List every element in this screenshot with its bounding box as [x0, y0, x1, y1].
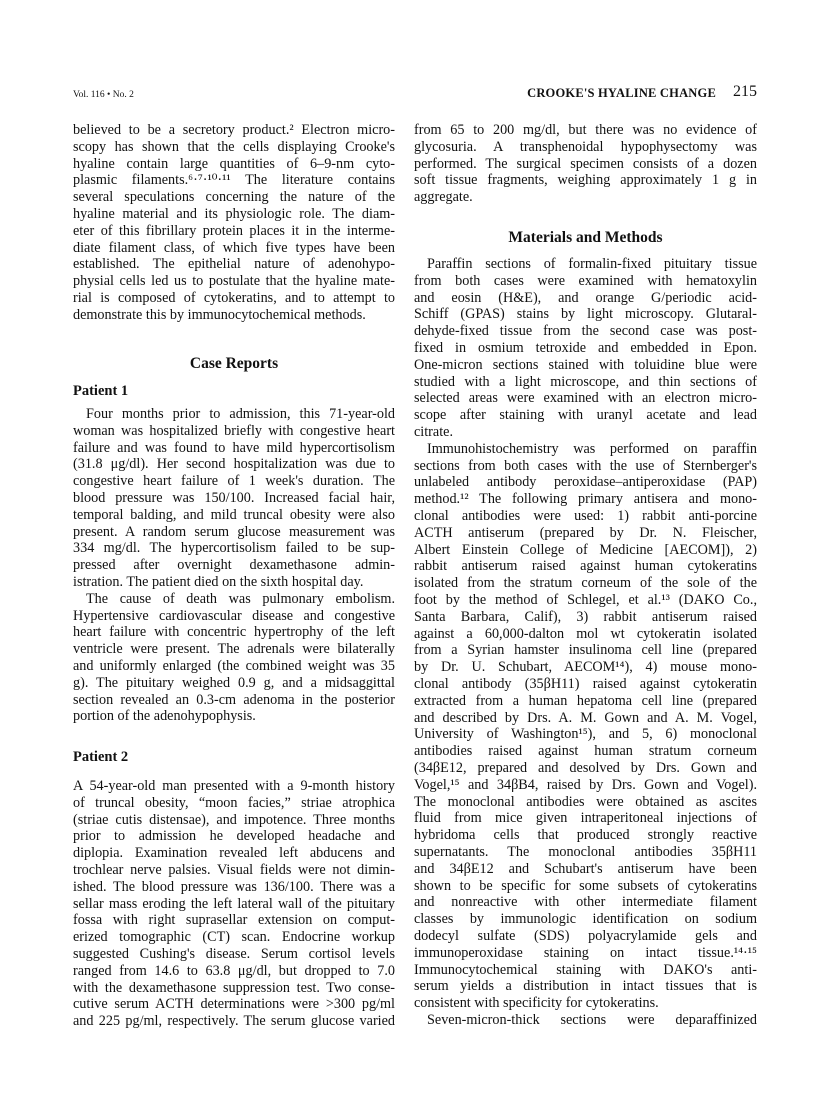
text-line: Albert Einstein College of Medicine [AECOM]), 2) — [414, 541, 757, 558]
text-line: antibodies raised against human stratum corneum — [414, 743, 757, 760]
text-line: g). The pituitary weighed 0.9 g, and a midsaggittal — [73, 674, 395, 691]
text-line: A 54-year-old man presented with a 9-month history — [73, 778, 395, 794]
patient1-heading: Patient 1 — [73, 383, 129, 399]
text-line: from both cases were examined with hematoxylin — [414, 272, 757, 289]
text-line: dodecyl sulfate (SDS) polyacrylamide gels and — [414, 927, 757, 944]
text-line: hyaline material and its physiologic role. The diam- — [73, 205, 395, 222]
methods-heading: Materials and Methods — [508, 229, 663, 246]
patient2-continuation — [414, 122, 757, 206]
text-line: believed to be a secretory product.² Electron micro- — [73, 122, 395, 138]
text-line: scope after staining with uranyl acetate and lead — [414, 407, 757, 424]
text-line: scopy has shown that the cells displaying Crooke's — [73, 138, 395, 155]
text-line: fossa with right suprasellar extension on comput- — [73, 912, 395, 929]
text-line: isolated from the stratum corneum of the sole of the — [414, 575, 757, 592]
methods-paragraph-2 — [414, 441, 757, 1012]
text-line: Immunohistochemistry was performed on paraffin — [427, 440, 757, 457]
patient2-paragraph — [73, 778, 395, 1030]
text-line: heart failure with concentric hypertrophy of the left — [73, 624, 395, 641]
text-line: dehyde-fixed tissue from the second case was post- — [414, 323, 757, 340]
text-line: The monoclonal antibodies were obtained as ascites — [414, 793, 757, 810]
text-line: extracted from a human hepatoma cell line (prepared — [414, 692, 757, 709]
text-line: and eosin (H&E), and orange G/periodic acid- — [414, 289, 757, 306]
text-line: rabbit antiserum raised against human cytokeratins — [414, 558, 757, 575]
text-line: portion of the adenohypophysis. — [73, 708, 256, 725]
running-title: CROOKE'S HYALINE CHANGE — [527, 86, 716, 100]
text-line: istration. The patient died on the sixth hospital day. — [73, 573, 364, 590]
text-line: temporal balding, and mild truncal obesity were also — [73, 506, 395, 523]
text-line: ranged from 14.6 to 63.8 μg/dl, but dropped to 7.0 — [73, 962, 395, 979]
page-number: 215 — [733, 83, 757, 100]
text-line: eter of this fibrillary protein places it in the interme- — [73, 222, 395, 239]
text-line: sections from both cases with the use of Sternberger's — [414, 457, 757, 474]
patient1-paragraph-2 — [73, 591, 395, 725]
text-line: classes by immunologic identification on sodium — [414, 911, 757, 928]
text-line: supernatants. The monoclonal antibodies 35βH11 — [414, 843, 757, 860]
methods-paragraph-3 — [414, 1012, 757, 1029]
text-line: several speculations concerning the nature of the — [73, 189, 395, 206]
intro-paragraph — [73, 122, 395, 324]
text-line: foot by the method of Schlegel, et al.¹³ (DAKO Co., — [414, 591, 757, 608]
text-line: hyaline contain large quantities of 6–9-nm cyto- — [73, 155, 395, 172]
text-line: clonal antibodies were used: 1) rabbit anti-porcine — [414, 507, 757, 524]
text-line: ished. The blood pressure was 136/100. There was a — [73, 878, 395, 895]
text-line: established. The epithelial nature of adenohypo- — [73, 256, 395, 273]
text-line: fluid from mice given intraperitoneal injections of — [414, 810, 757, 827]
journal-volume: Vol. 116 • No. 2 — [73, 90, 134, 100]
text-line: Paraffin sections of formalin-fixed pituitary tissue — [427, 256, 757, 272]
text-line: against a 60,000-dalton mol wt cytokeratin isolated — [414, 625, 757, 642]
text-line: One-micron sections stained with toluidine blue were — [414, 356, 757, 373]
patient1-paragraph-1 — [73, 406, 395, 591]
text-line: sellar mass eroding the left lateral wall of the pituitary — [73, 895, 395, 912]
text-line: and uniformly enlarged (the combined weight was 35 — [73, 657, 395, 674]
text-line: soft tissue fragments, weighing approximately 1 g in — [414, 172, 757, 189]
text-line: 334 mg/dl. The hypercortisolism failed to be sup- — [73, 540, 395, 557]
text-line: (34βE12, prepared and desolved by Drs. Gown and — [414, 759, 757, 776]
text-line: performed. The surgical specimen consists of a dozen — [414, 155, 757, 172]
text-line: section revealed an 0.3-cm adenoma in the posterior — [73, 691, 395, 708]
text-line: serum yields a distribution in intact tissues that is — [414, 978, 757, 995]
text-line: trochlear nerve palsies. Visual fields were not dimin- — [73, 861, 395, 878]
text-line: Hypertensive cardiovascular disease and congestive — [73, 607, 395, 624]
text-line: The cause of death was pulmonary embolism. — [86, 590, 395, 607]
text-line: and described by Drs. A. M. Gown and A. M. Vogel, — [414, 709, 757, 726]
text-line: rial is composed of cytokeratins, and to attempt to — [73, 289, 395, 306]
text-line: plasmic filaments.⁶·⁷·¹⁰·¹¹ The literature contains — [73, 172, 395, 189]
text-line: selected areas were examined with an electron micro- — [414, 390, 757, 407]
text-line: hybridoma cells that produced strongly reactive — [414, 827, 757, 844]
text-line: unlabeled antibody peroxidase–antiperoxidase (PAP) — [414, 474, 757, 491]
text-line: Immunocytochemical staining with DAKO's anti- — [414, 961, 757, 978]
text-line: shown to be specific for some subsets of cytokeratins — [414, 877, 757, 894]
text-line: ACTH antiserum (prepared by Dr. N. Fleischer, — [414, 524, 757, 541]
text-line: studied with a light microscope, and thin sections of — [414, 373, 757, 390]
text-line: (striae cutis distensae), and impotence. Three months — [73, 811, 395, 828]
text-line: pressed after overnight dexamethasone admin- — [73, 557, 395, 574]
text-line: method.¹² The following primary antisera and mono- — [414, 491, 757, 508]
text-line: blood pressure was 150/100. Increased facial hair, — [73, 489, 395, 506]
text-line: cutive serum ACTH determinations were >300 pg/ml — [73, 996, 395, 1013]
text-line: demonstrate this by immunocytochemical methods. — [73, 306, 366, 323]
text-line: present. A random serum glucose measurement was — [73, 523, 395, 540]
patient2-heading: Patient 2 — [73, 749, 129, 765]
text-line: and 225 pg/ml, respectively. The serum glucose varied — [73, 1013, 395, 1030]
text-line: (31.8 μg/dl). Her second hospitalization was due to — [73, 456, 395, 473]
text-line: failure and was found to have mild hypercortisolism — [73, 439, 395, 456]
text-line: fixed in osmium tetroxide and embedded in Epon. — [414, 339, 757, 356]
text-line: aggregate. — [414, 189, 473, 206]
text-line: Four months prior to admission, this 71-year-old — [86, 406, 395, 422]
text-line: Schiff (GPAS) stains by light microscopy. Glutaral- — [414, 306, 757, 323]
text-line: and 34βE12 and Schubart's antiserum have been — [414, 860, 757, 877]
text-line: Vogel,¹⁵ and 34βB4, raised by Drs. Gown and Vogel). — [414, 776, 757, 793]
text-line: prior to admission he developed headache and — [73, 828, 395, 845]
text-line: diplopia. Examination revealed left abducens and — [73, 845, 395, 862]
text-line: erized tomographic (CT) scan. Endocrine workup — [73, 929, 395, 946]
text-line: suggested Cushing's disease. Serum cortisol levels — [73, 945, 395, 962]
text-line: diate filament class, of which five types have been — [73, 239, 395, 256]
text-line: Seven-micron-thick sections were deparaffinized — [427, 1012, 757, 1028]
text-line: physial cells led us to postulate that the hyaline mate- — [73, 273, 395, 290]
text-line: University of Washington¹⁵), and 5, 6) monoclonal — [414, 726, 757, 743]
text-line: citrate. — [414, 423, 453, 440]
text-line: immunoperoxidase staining on intact tissue.¹⁴·¹⁵ — [414, 944, 757, 961]
text-line: woman was hospitalized briefly with congestive heart — [73, 422, 395, 439]
text-line: from a Syrian hamster insulinoma cell line (prepared — [414, 642, 757, 659]
text-line: and nonreactive with other intermediate filament — [414, 894, 757, 911]
text-line: from 65 to 200 mg/dl, but there was no evidence of — [414, 122, 757, 138]
text-line: of truncal obesity, “moon facies,” striae atrophica — [73, 794, 395, 811]
case-reports-heading: Case Reports — [189, 355, 279, 372]
text-line: clonal antibody (35βH11) raised against cytokeratin — [414, 675, 757, 692]
text-line: by Dr. U. Schubart, AECOM¹⁴), 4) mouse mono- — [414, 659, 757, 676]
methods-paragraph-1 — [414, 256, 757, 441]
text-line: Santa Barbara, Calif), 3) rabbit antiserum raised — [414, 608, 757, 625]
text-line: congestive heart failure of 1 week's duration. The — [73, 473, 395, 490]
text-line: ventricle were present. The adrenals were bilaterally — [73, 641, 395, 658]
text-line: with the dexamethasone suppression test. Two conse- — [73, 979, 395, 996]
text-line: glycosuria. A transphenoidal hypophysectomy was — [414, 138, 757, 155]
text-line: consistent with specificity for cytokeratins. — [414, 995, 659, 1012]
